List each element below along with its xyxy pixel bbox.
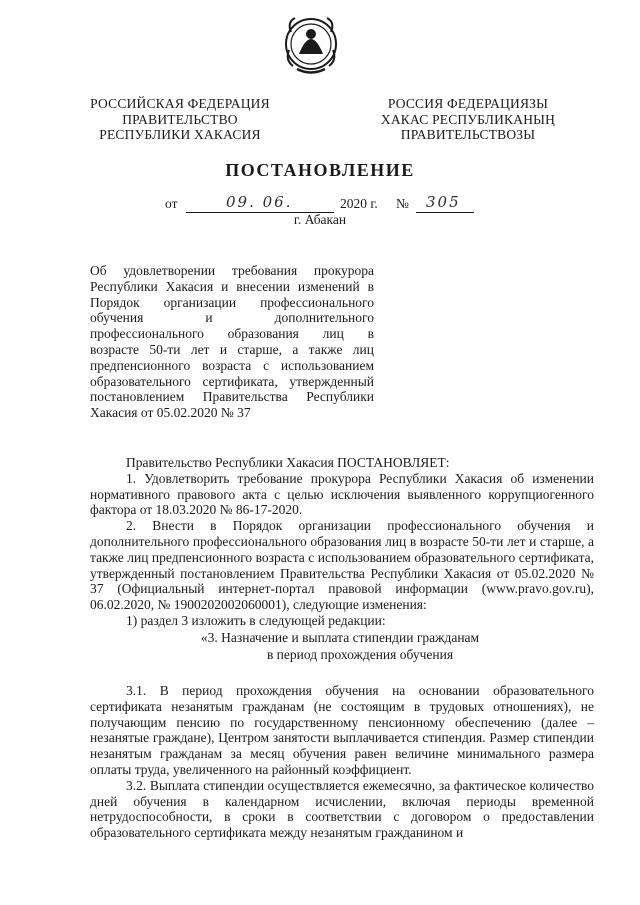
handwritten-number: 305 [426, 193, 461, 211]
header-left-line: РЕСПУБЛИКИ ХАКАСИЯ [99, 127, 261, 142]
header-left [84, 96, 276, 143]
number-sign: № [396, 196, 409, 211]
subject-line: Хакасия от 05.02.2020 № 37 [90, 405, 251, 421]
sub-item-1-paragraph: 1) раздел 3 изложить в следующей редакции: [126, 612, 386, 628]
header-right-line: ХАКАС РЕСПУБЛИКАНЫҢ [380, 111, 556, 127]
header-left-line: ПРАВИТЕЛЬСТВО [122, 111, 238, 127]
subject-line: образовательного сертификата, утвержденный [90, 373, 374, 389]
subject-line: Республики Хакасия и внесении изменений в [90, 278, 374, 294]
paragraph-3-1: 3.1. В период прохождения обучения на основании образовательного сертификата незанятым гражданам (не состоящим в трудовых отношениях), не получающим пенсию по государственному пенсионному обеспечению (далее – незанятые граждане), Центром занятости выплачивается стипендия. Размер стипендии незанятым гражданам за месяц обучения равен величине минимального размера оплаты труда, увеличенного на районный коэффициент. [90, 683, 594, 777]
item-1-paragraph: 1. Удовлетворить требование прокурора Республики Хакасия об изменении нормативного правового акта с целью исключения выявленного коррупциогенного фактора от 18.03.2020 № 86-17-2020. [90, 470, 594, 518]
header-left-line: РОССИЙСКАЯ ФЕДЕРАЦИЯ [90, 96, 270, 111]
header-right [372, 96, 564, 143]
section-title-line-2: в период прохождения обучения [266, 647, 454, 662]
subject-block [90, 263, 374, 421]
year-label: 2020 г. [340, 196, 378, 211]
subject-line: Об удовлетворении требования прокурора [90, 263, 374, 278]
subject-line: обучения и дополнительного [90, 310, 374, 326]
header-right-line: ПРАВИТЕЛЬСТВОЗЫ [400, 127, 536, 142]
subject-line: профессионального образования лиц в [90, 326, 374, 342]
subject-line: предпенсионного возраста с использованием [90, 357, 374, 373]
decree-body [90, 455, 594, 629]
coat-of-arms-icon [283, 14, 339, 76]
subject-line: Порядок организации профессионального [90, 294, 374, 310]
lead-paragraph: Правительство Республики Хакасия ПОСТАНОВЛЯЕТ: [126, 455, 450, 470]
header-right-line: РОССИЯ ФЕДЕРАЦИЯЗЫ [387, 96, 549, 111]
section-title-line-1: «3. Назначение и выплата стипендии гражданам [200, 630, 480, 645]
paragraph-3-2: 3.2. Выплата стипендии осуществляется ежемесячно, за фактическое количество дней обучения в календарном исчислении, включая периоды временной нетрудоспособности, в сроки в соответствии с договором о предоставлении образовательного сертификата между незанятым гражданином и [90, 777, 594, 841]
subject-line: возрасте 50-ти лет и старше, а также лиц [90, 341, 374, 357]
from-label: от [165, 196, 178, 211]
section-3-body [90, 683, 594, 841]
city-label: г. Абакан [293, 212, 347, 227]
document-title: ПОСТАНОВЛЕНИЕ [225, 160, 415, 180]
handwritten-date: 09. 06. [226, 193, 293, 211]
subject-line: постановлением Правительства Республики [90, 389, 374, 405]
item-2-paragraph: 2. Внести в Порядок организации профессионального обучения и дополнительного профессионального образования лиц в возрасте 50-ти лет и старше, а также лиц предпенсионного возраста с использованием образовательного сертификата, утвержденный постановлением Правительства Республики Хакасия от 05.02.2020 № 37 (Официальный интернет-портал правовой информации (www.pravo.gov.ru), 06.02.2020, № 1900202002060001), следующие изменения: [90, 518, 594, 613]
